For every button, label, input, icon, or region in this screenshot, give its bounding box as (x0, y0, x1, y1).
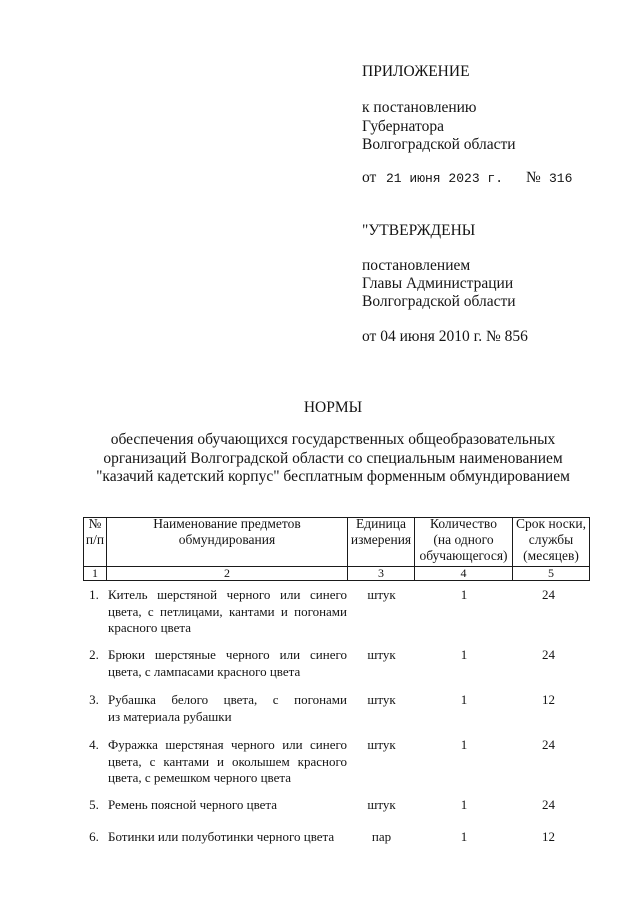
item-term: 12 (542, 692, 555, 707)
appendix-number-sign: № (526, 169, 541, 186)
table-row (84, 737, 590, 787)
item-unit: штук (367, 647, 396, 662)
header-line: Срок носки, (516, 518, 586, 531)
table-row (84, 797, 590, 814)
item-name-line: цвета, с петлицами, кантами и погонами (108, 603, 347, 619)
table-row (84, 587, 590, 637)
item-name-line: красного цвета (108, 620, 191, 635)
approval-line: постановлением (362, 257, 471, 274)
item-name (107, 797, 348, 814)
item-name (107, 647, 348, 680)
item-unit: штук (367, 797, 396, 812)
row-number: 2. (89, 647, 99, 662)
row-number: 5. (89, 797, 99, 812)
table-row (84, 692, 590, 725)
header-cell-name (107, 518, 348, 567)
item-unit: штук (367, 587, 396, 602)
item-quantity: 1 (460, 797, 468, 812)
row-number: 1. (89, 587, 99, 602)
item-term: 24 (542, 587, 555, 602)
item-quantity: 1 (460, 829, 468, 844)
header-line: Единица (355, 518, 406, 531)
column-number-cell: 5 (513, 567, 590, 581)
norms-subtitle-line: "казачий кадетский корпус" бесплатным форменным обмундированием (96, 468, 570, 485)
table-row (84, 647, 590, 680)
row-number: 6. (89, 829, 99, 844)
item-name-line: Рубашка белого цвета, с погонами (108, 692, 347, 707)
appendix-number-value: 316 (549, 171, 573, 186)
approval-line: Волгоградской области (362, 293, 516, 310)
item-term: 12 (542, 829, 555, 844)
item-name-line: цвета, с лампасами красного цвета (108, 663, 301, 679)
column-number-cell: 4 (415, 567, 513, 581)
appendix-date-value: 21 июня 2023 г. (386, 171, 504, 186)
item-name-line: цвета, с кантами и околышем красного (108, 753, 347, 769)
item-term: 24 (542, 797, 555, 812)
appendix-line: Губернатора (362, 118, 444, 135)
header-cell-term (513, 518, 590, 567)
column-number-cell: 1 (84, 567, 107, 581)
header-line: п/п (85, 532, 105, 547)
header-line: измерения (350, 532, 412, 547)
header-line: обмундирования (178, 532, 276, 547)
header-line: обучающегося) (419, 548, 508, 563)
item-name (107, 737, 348, 787)
header-cell-number (84, 518, 107, 567)
row-number: 4. (89, 737, 99, 752)
norms-subtitle-line: организаций Волгоградской области со специальным наименованием (103, 449, 563, 467)
header-line: службы (528, 532, 574, 547)
approval-line: Главы Администрации (362, 275, 514, 292)
header-cell-unit (348, 518, 415, 567)
column-number-cell: 2 (107, 567, 348, 581)
item-name-line: из материала рубашки (108, 708, 232, 724)
header-line: (на одного (433, 532, 494, 547)
item-term: 24 (542, 647, 555, 662)
appendix-date-line (362, 168, 572, 189)
norms-subtitle (33, 431, 633, 487)
item-name-line: Фуражка шерстяная черного или синего (108, 737, 347, 752)
item-unit: штук (367, 692, 396, 707)
appendix-date-prefix: от (362, 169, 377, 186)
approval-title: "УТВЕРЖДЕНЫ (362, 222, 476, 239)
item-unit: штук (367, 737, 396, 752)
item-name-line: Ремень поясной черного цвета (108, 797, 278, 812)
norms-table-header (83, 517, 590, 581)
item-quantity: 1 (460, 647, 468, 662)
header-line: (месяцев) (523, 548, 579, 563)
appendix-line: Волгоградской области (362, 136, 516, 153)
appendix-title: ПРИЛОЖЕНИЕ (362, 63, 470, 80)
norms-title: НОРМЫ (303, 399, 363, 416)
approval-reference: от 04 июня 2010 г. № 856 (362, 328, 528, 345)
header-line: Наименование предметов (153, 518, 301, 531)
item-name-line: Ботинки или полуботинки черного цвета (108, 829, 335, 844)
header-cell-quantity (415, 518, 513, 567)
appendix-line: к постановлению (362, 99, 477, 116)
item-name (107, 829, 348, 846)
table-row (84, 829, 590, 846)
header-line: Количество (430, 518, 497, 531)
item-quantity: 1 (460, 587, 468, 602)
row-number: 3. (89, 692, 99, 707)
item-name (107, 587, 348, 637)
header-line: № (88, 518, 102, 531)
norms-subtitle-line: обеспечения обучающихся государственных общеобразовательных (110, 431, 556, 448)
item-quantity: 1 (460, 737, 468, 752)
item-name-line: Брюки шерстяные черного или синего (108, 647, 347, 662)
item-unit: пар (371, 829, 392, 844)
item-name (107, 692, 348, 725)
item-term: 24 (542, 737, 555, 752)
column-number-cell: 3 (348, 567, 415, 581)
item-quantity: 1 (460, 692, 468, 707)
item-name-line: цвета, с ремешком черного цвета (108, 770, 292, 785)
item-name-line: Китель шерстяной черного или синего (108, 587, 347, 602)
